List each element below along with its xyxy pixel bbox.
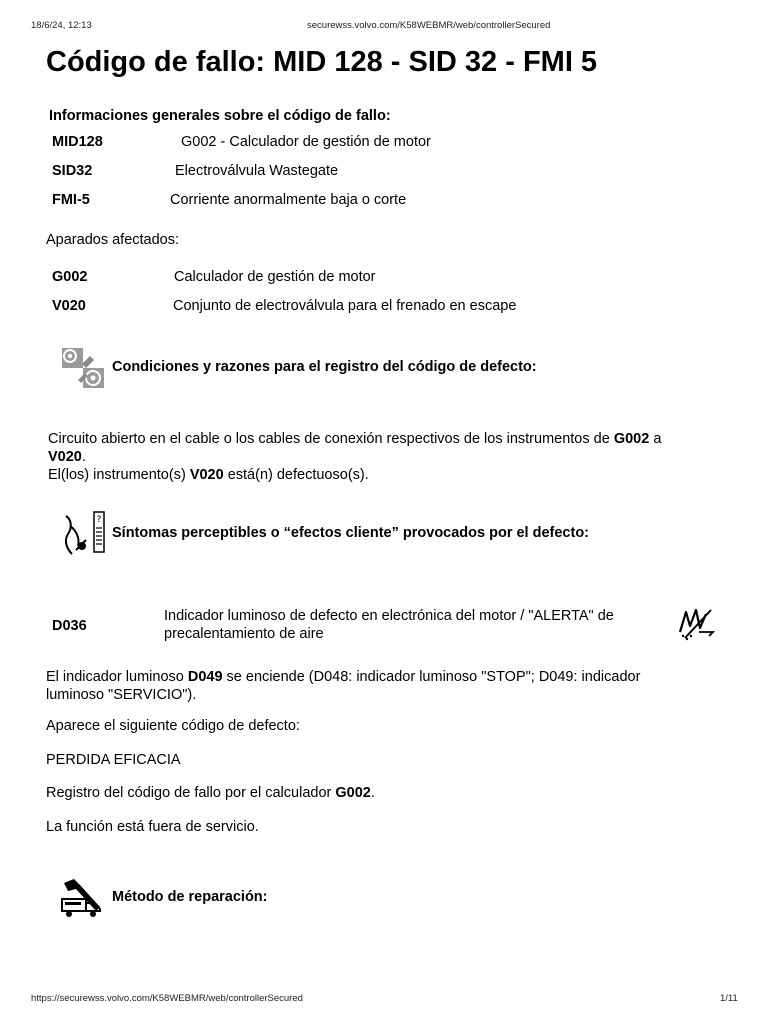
symptom-item-code: D036 bbox=[52, 618, 87, 634]
repair-heading: Método de reparación: bbox=[112, 889, 268, 905]
device-g002-code: G002 bbox=[52, 269, 88, 285]
device-v020-code: V020 bbox=[52, 298, 86, 314]
code-mid-label: MID128 bbox=[52, 134, 103, 150]
symptom-item-desc: Indicador luminoso de defecto en electrónica del motor / "ALERTA" de precalentamiento de aire bbox=[164, 608, 614, 642]
preheat-warning-icon bbox=[677, 606, 717, 642]
conditions-text: Circuito abierto en el cable o los cables de conexión respectivos de los instrumentos de G002 a V020. El(los) instrumento(s) V020 está(n) defectuoso(s). bbox=[48, 431, 662, 483]
wrench-truck-icon bbox=[60, 877, 106, 919]
fault-code-intro: Aparece el siguiente código de defecto: bbox=[46, 718, 300, 734]
device-v020-desc: Conjunto de electroválvula para el frenado en escape bbox=[173, 298, 517, 314]
page-title: Código de fallo: MID 128 - SID 32 - FMI 5 bbox=[46, 46, 598, 78]
general-info-heading: Informaciones generales sobre el código de fallo: bbox=[49, 108, 391, 124]
print-datetime: 18/6/24, 12:13 bbox=[31, 20, 92, 31]
code-fmi-label: FMI-5 bbox=[52, 192, 90, 208]
symptoms-icon bbox=[60, 510, 106, 556]
affected-devices-label: Aparados afectados: bbox=[46, 232, 180, 248]
function-status-text: La función está fuera de servicio. bbox=[46, 819, 259, 835]
code-sid-desc: Electroválvula Wastegate bbox=[175, 163, 339, 179]
device-g002-desc: Calculador de gestión de motor bbox=[174, 269, 376, 285]
svg-text:?: ? bbox=[96, 515, 102, 525]
conditions-heading: Condiciones y razones para el registro del código de defecto: bbox=[112, 359, 537, 375]
symptoms-heading: Síntomas perceptibles o “efectos cliente” provocados por el defecto: bbox=[112, 525, 590, 541]
print-page-url: securewss.volvo.com/K58WEBMR/web/controllerSecured bbox=[307, 20, 551, 31]
code-fmi-desc: Corriente anormalmente baja o corte bbox=[170, 192, 407, 208]
print-footer-url: https://securewss.volvo.com/K58WEBMR/web/controllerSecured bbox=[31, 993, 303, 1004]
fault-register-text: Registro del código de fallo por el calculador G002. bbox=[46, 785, 375, 801]
code-sid-label: SID32 bbox=[52, 163, 93, 179]
code-mid-desc: G002 - Calculador de gestión de motor bbox=[181, 134, 431, 150]
gears-icon bbox=[60, 346, 106, 390]
fault-code-text: PERDIDA EFICACIA bbox=[46, 752, 181, 768]
indicator-paragraph: El indicador luminoso D049 se enciende (D048: indicador luminoso "STOP"; D049: indicador luminoso "SERVICIO"). bbox=[46, 669, 641, 703]
print-page-count: 1/11 bbox=[720, 993, 738, 1004]
